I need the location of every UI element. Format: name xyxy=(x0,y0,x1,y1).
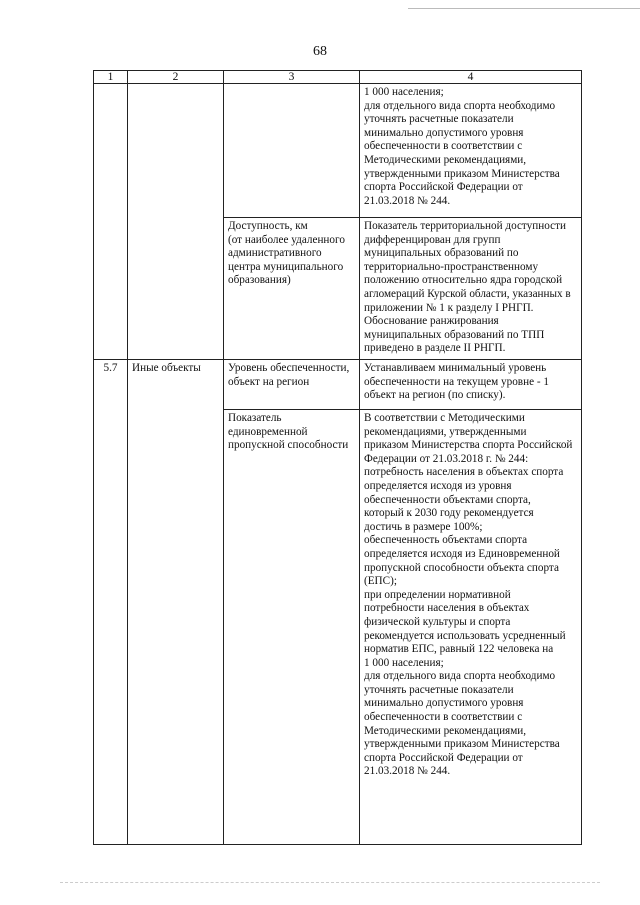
text-line: определяется исходя из уровня xyxy=(364,479,512,492)
text-line: пропускной способности xyxy=(228,439,349,452)
text-line: центра муниципального xyxy=(228,260,344,273)
text-line: потребность населения в объектах спорта xyxy=(364,466,564,479)
standards-table xyxy=(93,70,582,845)
text-line: дифференцирован для групп xyxy=(364,233,501,246)
text-line: обеспеченности на текущем уровне - 1 xyxy=(364,375,549,388)
table-header-row xyxy=(94,71,582,84)
text-line: 1 000 населения; xyxy=(364,86,444,98)
header-col-3: 3 xyxy=(224,71,360,84)
text-line: 21.03.2018 № 244. xyxy=(364,194,451,207)
text-line: 1 000 населения; xyxy=(364,656,444,669)
text-line: единовременной xyxy=(228,425,308,438)
text-line: спорта Российской Федерации от xyxy=(364,751,523,764)
cell-indicator xyxy=(224,84,360,218)
text-line: Обоснование ранжирования xyxy=(364,315,499,328)
text-line: 21.03.2018 № 244. xyxy=(364,765,451,778)
text-line: объект на регион xyxy=(228,375,310,388)
text-line: потребности населения в объектах xyxy=(364,602,530,615)
header-col-1: 1 xyxy=(94,71,128,84)
text-line: агломераций Курской области, указанных в xyxy=(364,287,571,300)
text-line: приведено в разделе II РНГП. xyxy=(364,342,506,355)
text-line: рекомендуется использовать усредненный xyxy=(364,629,566,642)
text-line: уточнять расчетные показатели xyxy=(364,683,514,696)
text-line: для отдельного вида спорта необходимо xyxy=(364,99,556,112)
text-line: Показатель xyxy=(228,412,282,424)
header-col-2: 2 xyxy=(128,71,224,84)
text-line: обеспеченности объектами спорта, xyxy=(364,493,531,506)
scan-edge-line-bottom xyxy=(60,882,600,883)
text-line: который к 2030 году рекомендуется xyxy=(364,507,534,520)
text-line: территориально-пространственному xyxy=(364,260,539,273)
text-line: Методическими рекомендациями, xyxy=(364,724,527,737)
text-line: (ЕПС); xyxy=(364,575,397,588)
scan-edge-line-top xyxy=(408,8,640,9)
cell-description xyxy=(360,218,582,360)
text-line: Устанавливаем минимальный уровень xyxy=(364,362,547,374)
cell-object: Иные объекты xyxy=(128,360,224,845)
cell-object xyxy=(128,84,224,360)
text-line: утвержденными приказом Министерства xyxy=(364,167,560,180)
table-row xyxy=(94,84,582,218)
text-line: муниципальных образований по ТПП xyxy=(364,328,545,341)
text-line: объект на регион (по списку). xyxy=(364,389,506,402)
text-line: минимально допустимого уровня xyxy=(364,126,524,139)
text-line: обеспеченности в соответствии с xyxy=(364,140,523,153)
text-line: административного xyxy=(228,247,322,260)
cell-description xyxy=(360,410,582,845)
text-line: приложении № 1 к разделу I РНГП. xyxy=(364,301,534,314)
cell-indicator xyxy=(224,360,360,410)
text-line: (от наиболее удаленного xyxy=(228,233,345,246)
text-line: уточнять расчетные показатели xyxy=(364,113,514,126)
text-line: при определении нормативной xyxy=(364,588,511,601)
text-line: приказом Министерства спорта Российской xyxy=(364,439,573,452)
text-line: Федерации от 21.03.2018 г. № 244: xyxy=(364,452,529,465)
text-line: Доступность, км xyxy=(228,220,308,232)
text-line: В соответствии с Методическими xyxy=(364,412,525,424)
text-line: положению относительно ядра городской xyxy=(364,274,563,287)
page-number: 68 xyxy=(313,44,327,59)
text-line: определяется исходя из Единовременной xyxy=(364,547,560,560)
text-line: Уровень обеспеченности, xyxy=(228,362,350,374)
text-line: образования) xyxy=(228,274,291,287)
cell-description xyxy=(360,360,582,410)
text-line: рекомендациями, утвержденными xyxy=(364,425,527,438)
text-line: спорта Российской Федерации от xyxy=(364,181,523,194)
header-col-4: 4 xyxy=(360,71,582,84)
cell-number xyxy=(94,84,128,360)
text-line: Методическими рекомендациями, xyxy=(364,153,527,166)
cell-indicator xyxy=(224,218,360,360)
text-line: обеспеченность объектами спорта xyxy=(364,534,528,547)
text-line: достичь в размере 100%; xyxy=(364,520,483,533)
cell-indicator xyxy=(224,410,360,845)
text-line: утвержденными приказом Министерства xyxy=(364,738,560,751)
text-line: для отдельного вида спорта необходимо xyxy=(364,670,556,683)
text-line: обеспеченности в соответствии с xyxy=(364,711,523,724)
cell-description xyxy=(360,84,582,218)
text-line: минимально допустимого уровня xyxy=(364,697,524,710)
cell-number: 5.7 xyxy=(94,360,128,845)
text-line: Показатель территориальной доступности xyxy=(364,220,566,232)
text-line: норматив ЕПС, равный 122 человека на xyxy=(364,643,554,656)
text-line: физической культуры и спорта xyxy=(364,615,511,628)
table-row xyxy=(94,360,582,410)
text-line: пропускной способности объекта спорта xyxy=(364,561,559,574)
text-line: муниципальных образований по xyxy=(364,247,519,260)
